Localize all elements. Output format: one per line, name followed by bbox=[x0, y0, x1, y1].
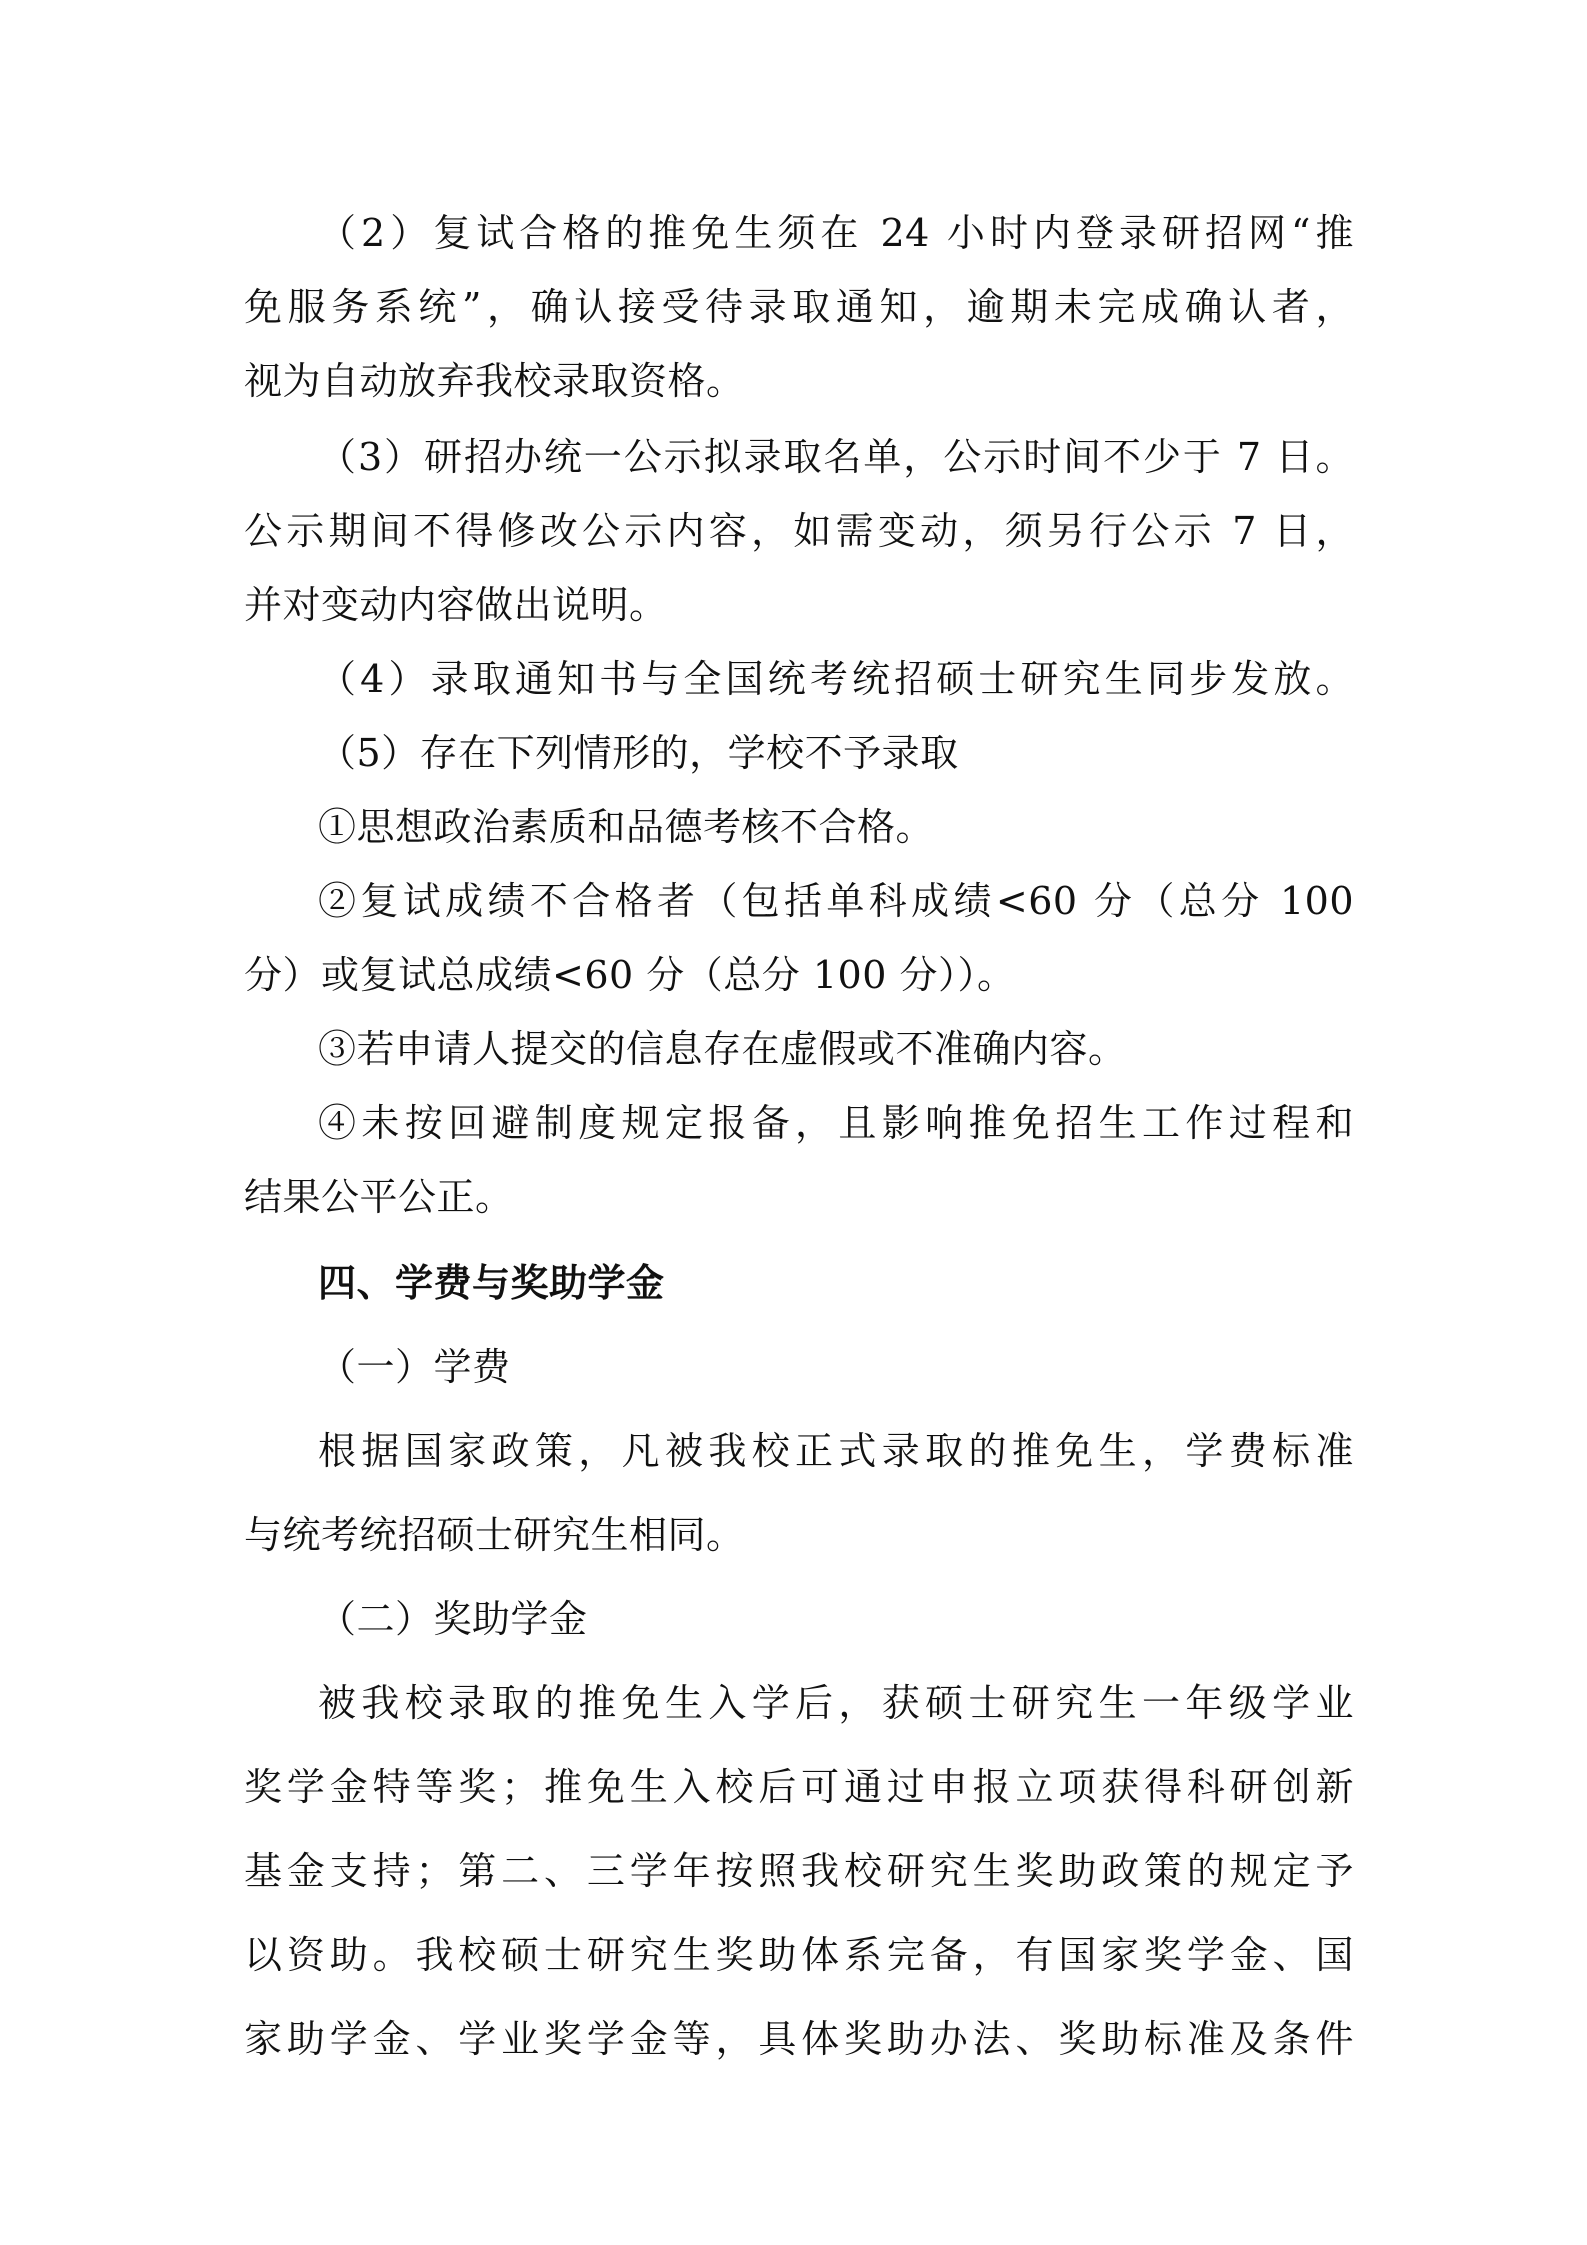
list-item: ④未按回避制度规定报备，且影响推免招生工作过程和 bbox=[318, 1101, 1354, 1145]
paragraph-line: 被我校录取的推免生入学后，获硕士研究生一年级学业 bbox=[318, 1681, 1354, 1725]
paragraph-line: 基金支持；第二、三学年按照我校研究生奖助政策的规定予 bbox=[244, 1849, 1354, 1893]
paragraph-line: 分）或复试总成绩<60 分（总分 100 分））。 bbox=[244, 953, 1016, 997]
paragraph-line: 视为自动放弃我校录取资格。 bbox=[244, 359, 745, 403]
list-item: ②复试成绩不合格者（包括单科成绩<60 分（总分 100 bbox=[318, 879, 1354, 923]
paragraph-line: 奖学金特等奖；推免生入校后可通过申报立项获得科研创新 bbox=[244, 1765, 1354, 1809]
list-item: ③若申请人提交的信息存在虚假或不准确内容。 bbox=[318, 1027, 1127, 1071]
paragraph-line: 与统考统招硕士研究生相同。 bbox=[244, 1513, 745, 1557]
subsection-heading: （一）学费 bbox=[318, 1345, 511, 1389]
paragraph-line: 免服务系统”，确认接受待录取通知，逾期未完成确认者， bbox=[244, 285, 1354, 329]
paragraph-line: （5）存在下列情形的，学校不予录取 bbox=[318, 731, 959, 775]
paragraph-line: （3）研招办统一公示拟录取名单，公示时间不少于 7 日。 bbox=[318, 435, 1354, 479]
section-heading: 四、学费与奖助学金 bbox=[318, 1261, 665, 1305]
paragraph-line: 结果公平公正。 bbox=[244, 1175, 514, 1219]
paragraph-line: 公示期间不得修改公示内容，如需变动，须另行公示 7 日， bbox=[244, 509, 1354, 553]
paragraph-line: （2）复试合格的推免生须在 24 小时内登录研招网“推 bbox=[318, 211, 1354, 255]
list-item: ①思想政治素质和品德考核不合格。 bbox=[318, 805, 935, 849]
paragraph-line: 以资助。我校硕士研究生奖助体系完备，有国家奖学金、国 bbox=[244, 1933, 1354, 1977]
paragraph-line: （4）录取通知书与全国统考统招硕士研究生同步发放。 bbox=[318, 657, 1354, 701]
paragraph-line: 根据国家政策，凡被我校正式录取的推免生，学费标准 bbox=[318, 1429, 1354, 1473]
paragraph-line: 并对变动内容做出说明。 bbox=[244, 583, 668, 627]
paragraph-line: 家助学金、学业奖学金等，具体奖助办法、奖助标准及条件 bbox=[244, 2017, 1354, 2061]
subsection-heading: （二）奖助学金 bbox=[318, 1597, 588, 1641]
